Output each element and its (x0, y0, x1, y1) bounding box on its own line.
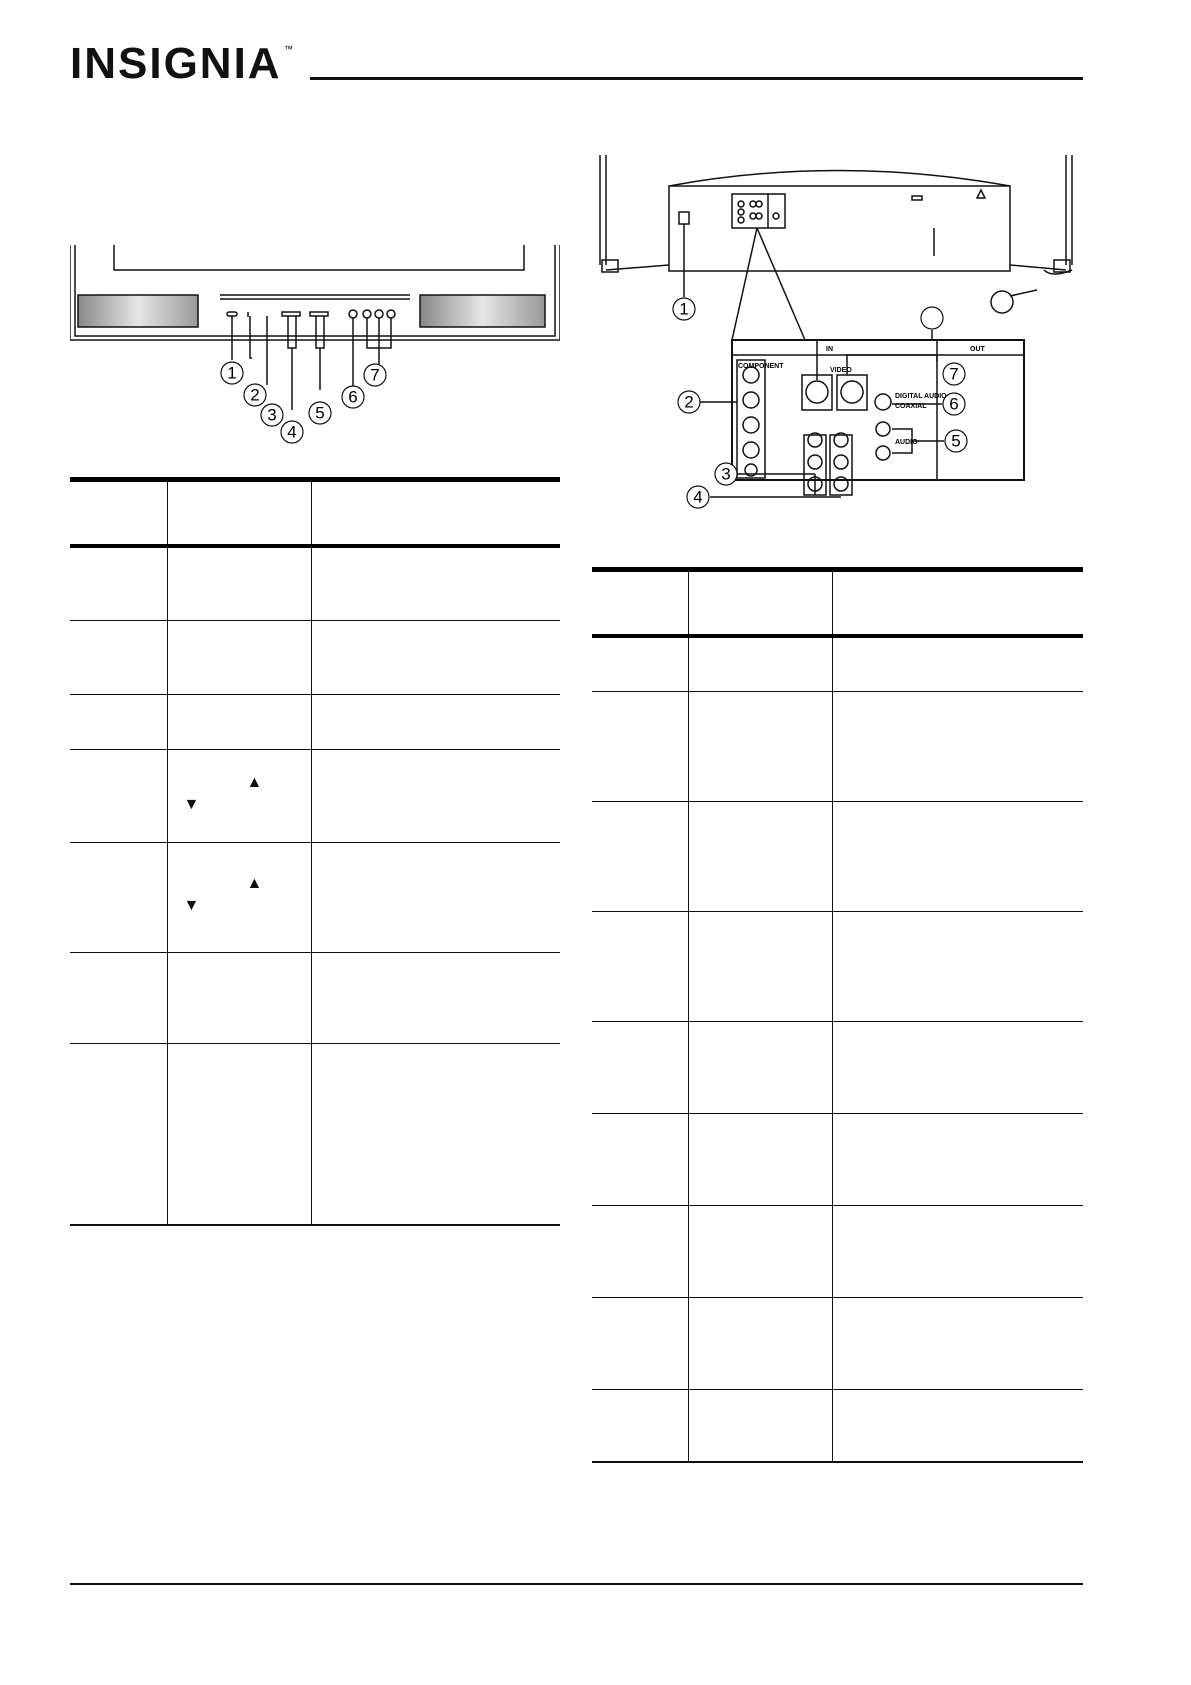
trademark-symbol: ™ (284, 44, 293, 54)
front-callout-5: 5 (315, 403, 325, 423)
antenna-jack (679, 212, 689, 224)
detail-callout-7: 7 (949, 364, 959, 384)
table-row (592, 1113, 1083, 1205)
table-row (70, 546, 560, 620)
panel-in-label: IN (826, 346, 833, 353)
down-arrow-icon: ▼ (183, 795, 200, 813)
header-cell (688, 570, 832, 637)
table-row (592, 911, 1083, 1021)
table-row (70, 749, 560, 842)
s-video-label: VIDEO (830, 367, 852, 374)
up-arrow-icon: ▲ (246, 773, 263, 791)
detail-callout-6: 6 (949, 394, 959, 414)
up-arrow-icon: ▲ (246, 875, 263, 892)
table-row (70, 620, 560, 694)
table-row (70, 842, 560, 952)
front-callout-2: 2 (250, 385, 260, 405)
brand-name: INSIGNIA (70, 40, 282, 88)
component-label: COMPONENT (738, 363, 784, 370)
header-rule (310, 77, 1083, 80)
table-row (592, 801, 1083, 911)
blank-callout (921, 307, 943, 329)
front-callout-3: 3 (267, 405, 277, 425)
header-cell (832, 570, 1083, 637)
front-callout-4: 4 (287, 422, 297, 442)
insignia-logo (70, 40, 300, 90)
header-cell (70, 480, 167, 547)
table-row (592, 636, 1083, 691)
back-panel-table (592, 567, 1083, 1463)
table-row (592, 1389, 1083, 1462)
table-row (592, 1297, 1083, 1389)
table-header-row (592, 570, 1083, 637)
left-speaker-grille (78, 295, 198, 327)
table-row (70, 1043, 560, 1225)
volume-arrows (168, 869, 311, 925)
detail-callout-2: 2 (684, 392, 694, 412)
front-panel-table (70, 477, 560, 1226)
coaxial-label: COAXIAL (895, 403, 927, 410)
table-row (70, 952, 560, 1043)
table-row (592, 691, 1083, 801)
down-arrow-icon: ▼ (183, 897, 200, 914)
footer-rule (70, 1583, 1083, 1585)
panel-out-label: OUT (970, 346, 985, 353)
table-row (592, 1205, 1083, 1297)
front-callout-6: 6 (348, 387, 358, 407)
tv-back-panel-figure (592, 150, 1082, 545)
detail-callout-5: 5 (951, 431, 961, 451)
back-callout-1: 1 (679, 299, 689, 319)
header-cell (167, 480, 311, 547)
detail-callout-3: 3 (721, 464, 731, 484)
table-header-row (70, 480, 560, 547)
header-cell (592, 570, 688, 637)
table-row (592, 1021, 1083, 1113)
front-callouts (221, 362, 386, 443)
right-speaker-grille (420, 295, 545, 327)
header-cell (311, 480, 560, 547)
front-callout-7: 7 (370, 365, 380, 385)
detail-callout-4: 4 (693, 487, 703, 507)
tv-front-panel-figure (70, 240, 560, 455)
channel-arrows (168, 768, 311, 824)
digital-audio-label: DIGITAL AUDIO (895, 393, 947, 400)
audio-out-label: AUDIO (895, 439, 918, 446)
front-callout-1: 1 (227, 363, 237, 383)
table-row (70, 694, 560, 749)
